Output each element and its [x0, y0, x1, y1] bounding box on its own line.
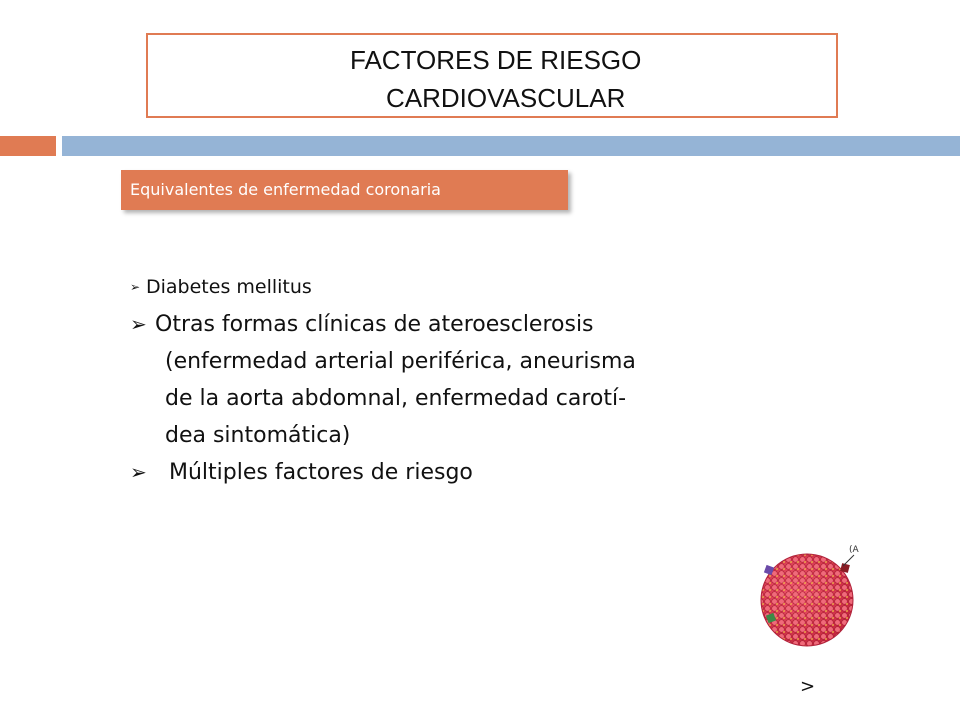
- arrow-bullet-icon: ➢: [130, 280, 141, 294]
- arrow-bullet-icon: ➢: [130, 460, 147, 484]
- header-band: [62, 136, 960, 156]
- bullet-text: Múltiples factores de riesgo: [169, 460, 473, 485]
- bullet-continuation: de la aorta abdomnal, enfermedad carotí-: [165, 386, 627, 411]
- slide-title-line-1: FACTORES DE RIESGO: [350, 45, 642, 75]
- footer-symbol: >: [800, 676, 816, 697]
- bullet-item: [130, 454, 810, 491]
- arrow-bullet-icon: ➢: [130, 312, 147, 336]
- header-band-accent: [0, 136, 56, 156]
- bullet-continuation: (enfermedad arterial periférica, aneurisma: [165, 349, 636, 374]
- bullet-continuation: dea sintomática): [165, 423, 351, 448]
- slide-title-line-2: CARDIOVASCULAR: [386, 83, 626, 113]
- lipoprotein-illustration: [757, 542, 861, 652]
- title-box: [146, 33, 838, 118]
- bullet-list: [130, 272, 810, 491]
- bullet-item: [130, 272, 810, 302]
- image-corner-label: (A: [849, 545, 859, 555]
- bullet-text: Diabetes mellitus: [146, 276, 312, 298]
- bullet-text: Otras formas clínicas de ateroesclerosis: [155, 312, 594, 337]
- bullet-item: [130, 306, 810, 343]
- section-tag: Equivalentes de enfermedad coronaria: [121, 170, 568, 210]
